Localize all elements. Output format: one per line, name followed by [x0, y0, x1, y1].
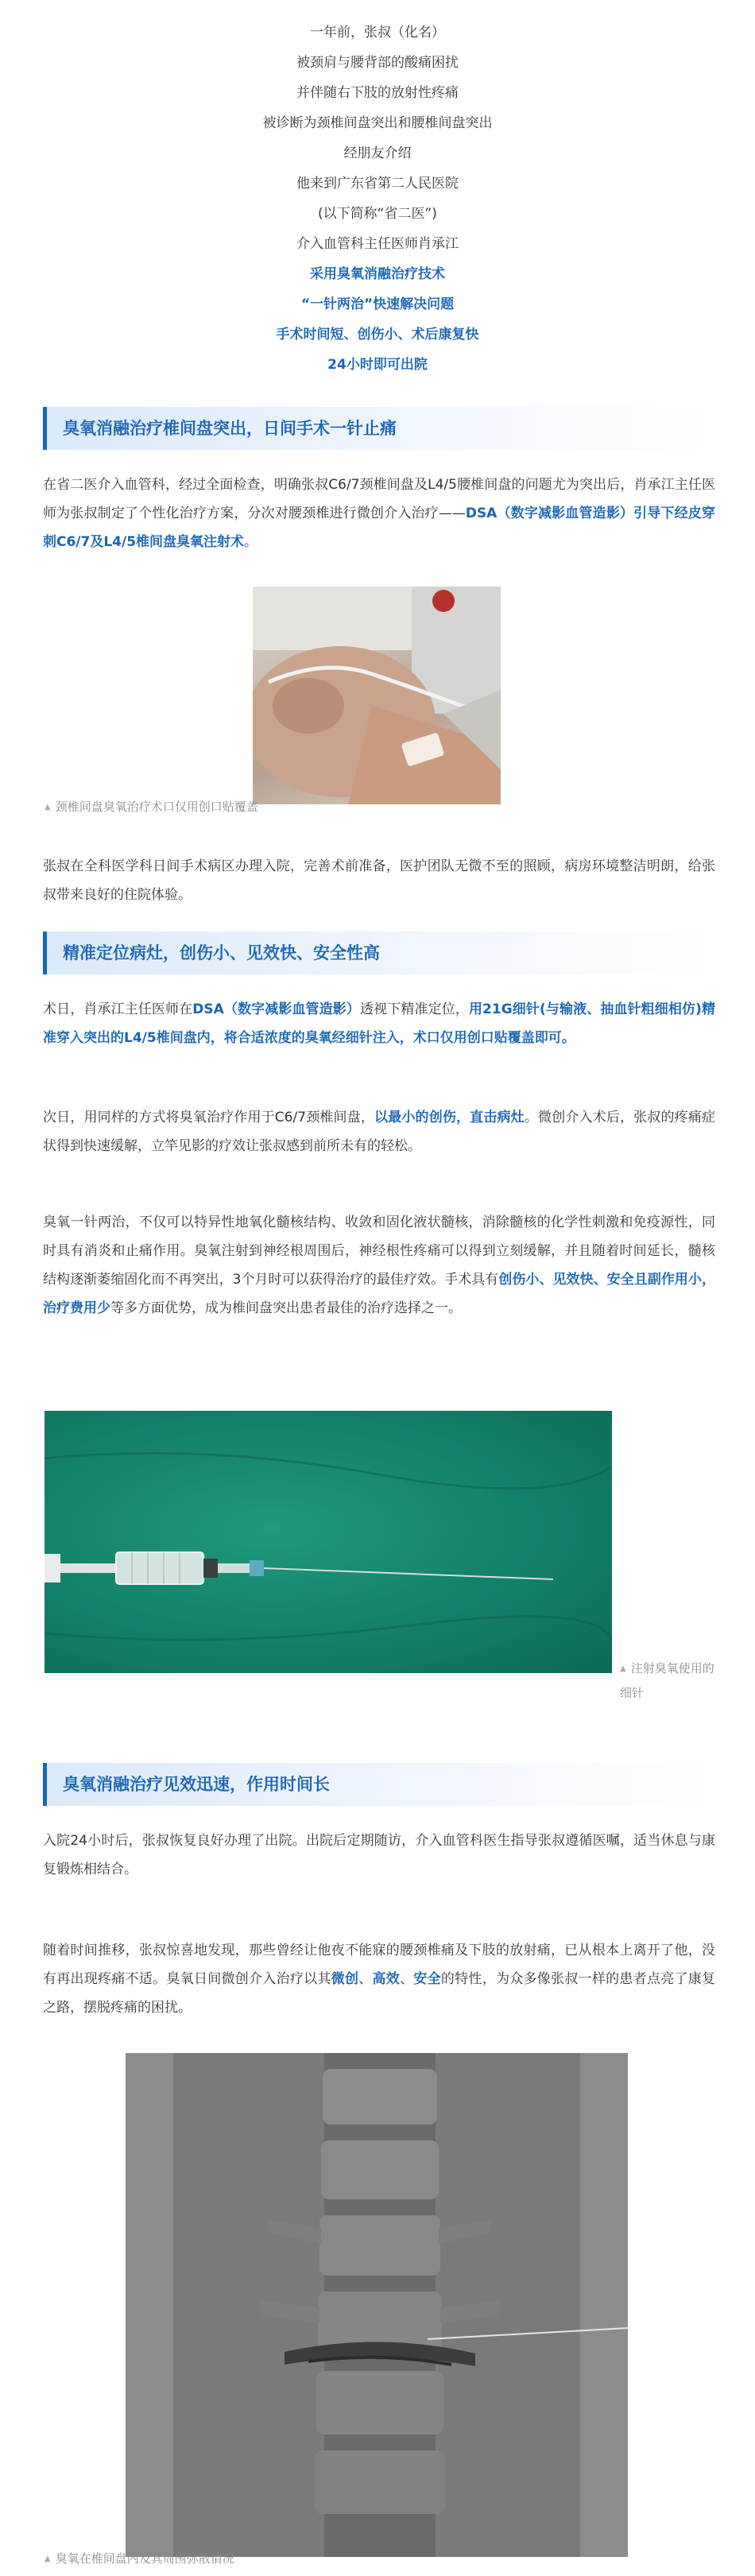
section-title: 臭氧消融治疗椎间盘突出，日间手术一针止痛: [63, 419, 397, 438]
intro-line: 一年前，张叔（化名）: [310, 25, 445, 41]
section-heading-2: [43, 932, 715, 974]
intro-highlight-line: “一针两治”快速解决问题: [300, 296, 455, 312]
paragraph: [43, 1936, 715, 2022]
intro-line: 他来到广东省第二人民医院: [296, 176, 459, 192]
paragraph: [43, 995, 715, 1052]
image-caption: [620, 1656, 715, 1705]
patient-neck-photo: [253, 587, 501, 804]
section-heading-1: [43, 407, 715, 450]
highlight-text: 创伤小、见效快、安全且副作用小，治疗费用少: [43, 1272, 715, 1316]
intro-line: 被诊断为颈椎间盘突出和腰椎间盘突出: [262, 115, 493, 131]
caption-text: 颈椎间盘臭氧治疗术口仅用创口贴覆盖: [55, 800, 258, 814]
section-heading-3: [43, 1763, 715, 1806]
paragraph: 入院24小时后，张叔恢复良好办理了出院。出院后定期随访，介入血管科医生指导张叔遵循医嘱，适当休息与康复锻炼相结合。: [43, 1833, 715, 1877]
image-caption: [45, 2547, 234, 2571]
highlight-text: 以最小的创伤，直击病灶: [374, 1110, 525, 1125]
text-run: 透视下精准定位，: [360, 1001, 469, 1017]
text-run: 、: [358, 1971, 373, 1987]
text-run: 、: [400, 1971, 414, 1987]
text-run: 随着时间推移，张叔惊喜地发现，那些曾经让他夜不能寐的腰颈椎痛及下肢的放射痛，已从根本上离开了他，没有再出现疼痛不适。臭氧日间微创介入治疗以其: [43, 1943, 715, 1987]
text-run: 在省二医介入血管科，经过全面检查，明确张叔C6/7颈椎间盘及L4/5腰椎间盘的问题尤为突出后，肖承江主任医师为张叔制定了个性化治疗方案，分次对腰颈椎进行微创介入治疗——: [43, 477, 715, 521]
xray-art: [126, 2053, 628, 2557]
intro-line: (以下简称“省二医”): [318, 206, 437, 222]
highlight-text: DSA（数字减影血管造影）引导下经皮穿刺C6/7及L4/5椎间盘臭氧注射术: [43, 506, 716, 550]
text-run: 的特性，为众多像张叔一样的患者点亮了康复之路，摆脱疼痛的困扰。: [43, 1971, 716, 2016]
text-run: 术日，肖承江主任医师在: [43, 1001, 193, 1017]
text-run: 等多方面优势，成为椎间盘突出患者最佳的治疗选择之一。: [110, 1300, 462, 1316]
intro-highlight-line: 24小时即可出院: [327, 357, 428, 373]
intro-highlight-line: 手术时间短、创伤小、术后康复快: [276, 327, 479, 343]
text-run: 臭氧一针两治，不仅可以特异性地氧化髓核结构、收敛和固化液状髓核，消除髓核的化学性刺激和免疫源性，同时具有消炎和止痛作用。臭氧注射到神经根周围后，神经根性疼痛可以得到立刻缓解，并且随着时间延长，髓核结构逐渐萎缩固化而不再突出，3个月时可以获得治疗的最佳疗效。手术具有: [43, 1214, 715, 1288]
spine-xray-image: [126, 2053, 628, 2557]
image-caption: [45, 795, 258, 819]
highlight-text: 用21G细针(与输液、抽血针粗细相仿)精准穿入突出的L4/5椎间盘内，将合适浓度的臭氧经细针注入，术口仅用创口贴覆盖即可。: [43, 1001, 716, 1046]
intro-highlight-line: 采用臭氧消融治疗技术: [310, 266, 445, 282]
intro-line: 并伴随右下肢的放射性疼痛: [296, 85, 459, 101]
section-title: 臭氧消融治疗见效迅速，作用时间长: [63, 1775, 330, 1794]
paragraph: [43, 1208, 715, 1323]
paragraph: [43, 471, 715, 556]
intro-line: 经朋友介绍: [343, 145, 412, 161]
section-title: 精准定位病灶，创伤小、见效快、安全性高: [63, 943, 380, 963]
highlight-text: DSA（数字减影血管造影）: [192, 1001, 361, 1017]
syringe-photo-art: [45, 1411, 612, 1673]
caption-text: 注射臭氧使用的细针: [620, 1661, 714, 1700]
intro-line: 被颈肩与腰背部的酸痛困扰: [296, 55, 459, 71]
caption-triangle-icon: ▲: [620, 1664, 626, 1673]
caption-triangle-icon: ▲: [45, 2555, 51, 2563]
highlight-text: 高效: [372, 1971, 401, 1987]
paragraph: 张叔在全科医学科日间手术病区办理入院，完善术前准备，医护团队无微不至的照顾，病房环境整洁明朗，给张叔带来良好的住院体验。: [43, 858, 715, 903]
caption-triangle-icon: ▲: [45, 803, 51, 812]
intro-line: 介入血管科主任医师肖承江: [296, 236, 459, 252]
intro-block: [0, 17, 755, 380]
highlight-text: 安全: [413, 1971, 441, 1987]
text-run: 。微创介入术后，张叔的疼痛症状得到快速缓解，立竿见影的疗效让张叔感到前所未有的轻松。: [43, 1110, 716, 1154]
patient-photo-art: [253, 587, 501, 804]
text-run: 次日，用同样的方式将臭氧治疗作用于C6/7颈椎间盘，: [43, 1110, 375, 1125]
text-run: 。: [244, 534, 258, 550]
highlight-text: 微创: [331, 1971, 359, 1987]
syringe-needle-photo: [45, 1411, 612, 1673]
caption-text: 臭氧在椎间盘内及其周围弥散情况: [55, 2551, 234, 2566]
paragraph: [43, 1103, 715, 1160]
